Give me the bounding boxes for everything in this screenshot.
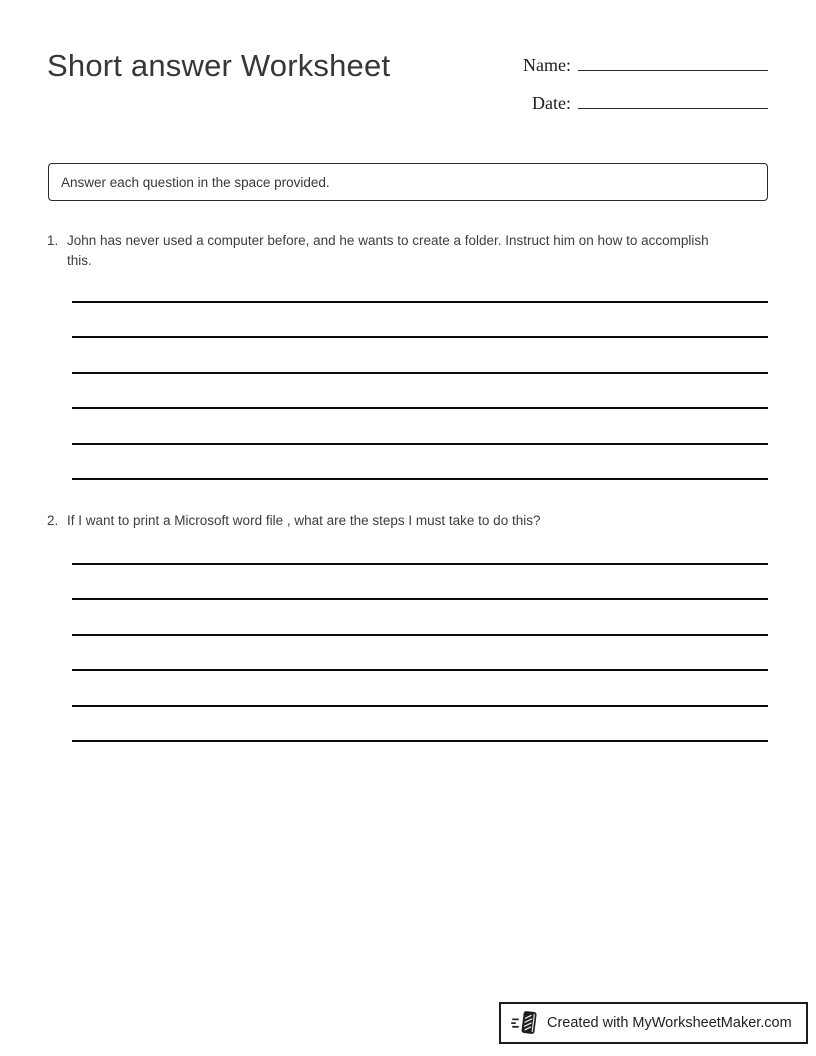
answer-line (72, 443, 768, 478)
footer-credit-text: Created with MyWorksheetMaker.com (547, 1015, 792, 1031)
question-2-number: 2. (47, 513, 59, 528)
answer-line (72, 301, 768, 336)
answer-line (72, 705, 768, 740)
answer-line (72, 598, 768, 633)
answer-line (72, 740, 768, 775)
name-label: Name: (523, 55, 571, 75)
question-2-answer-lines (72, 563, 768, 775)
name-blank-line (578, 50, 768, 71)
question-1 (47, 231, 747, 270)
question-1-text: John has never used a computer before, and he wants to create a folder. Instruct him on how to accomplish this. (67, 233, 709, 268)
instructions-box (48, 163, 768, 201)
answer-line (72, 336, 768, 371)
answer-line (72, 669, 768, 704)
footer-credit-link[interactable] (499, 1002, 808, 1044)
question-2 (47, 511, 747, 531)
date-blank-line (578, 88, 768, 109)
question-2-text: If I want to print a Microsoft word file , what are the steps I must take to do this? (67, 513, 541, 528)
answer-line (72, 563, 768, 598)
page-title: Short answer Worksheet (47, 48, 391, 83)
date-label: Date: (532, 93, 571, 113)
name-row (505, 50, 768, 88)
instructions-text: Answer each question in the space provided. (61, 174, 330, 190)
answer-line (72, 407, 768, 442)
question-1-number: 1. (47, 233, 59, 248)
worksheet-maker-logo-icon (511, 1008, 541, 1038)
answer-line (72, 478, 768, 513)
answer-line (72, 372, 768, 407)
date-row (505, 88, 768, 126)
answer-line (72, 634, 768, 669)
question-1-answer-lines (72, 301, 768, 513)
name-date-block (505, 50, 768, 126)
